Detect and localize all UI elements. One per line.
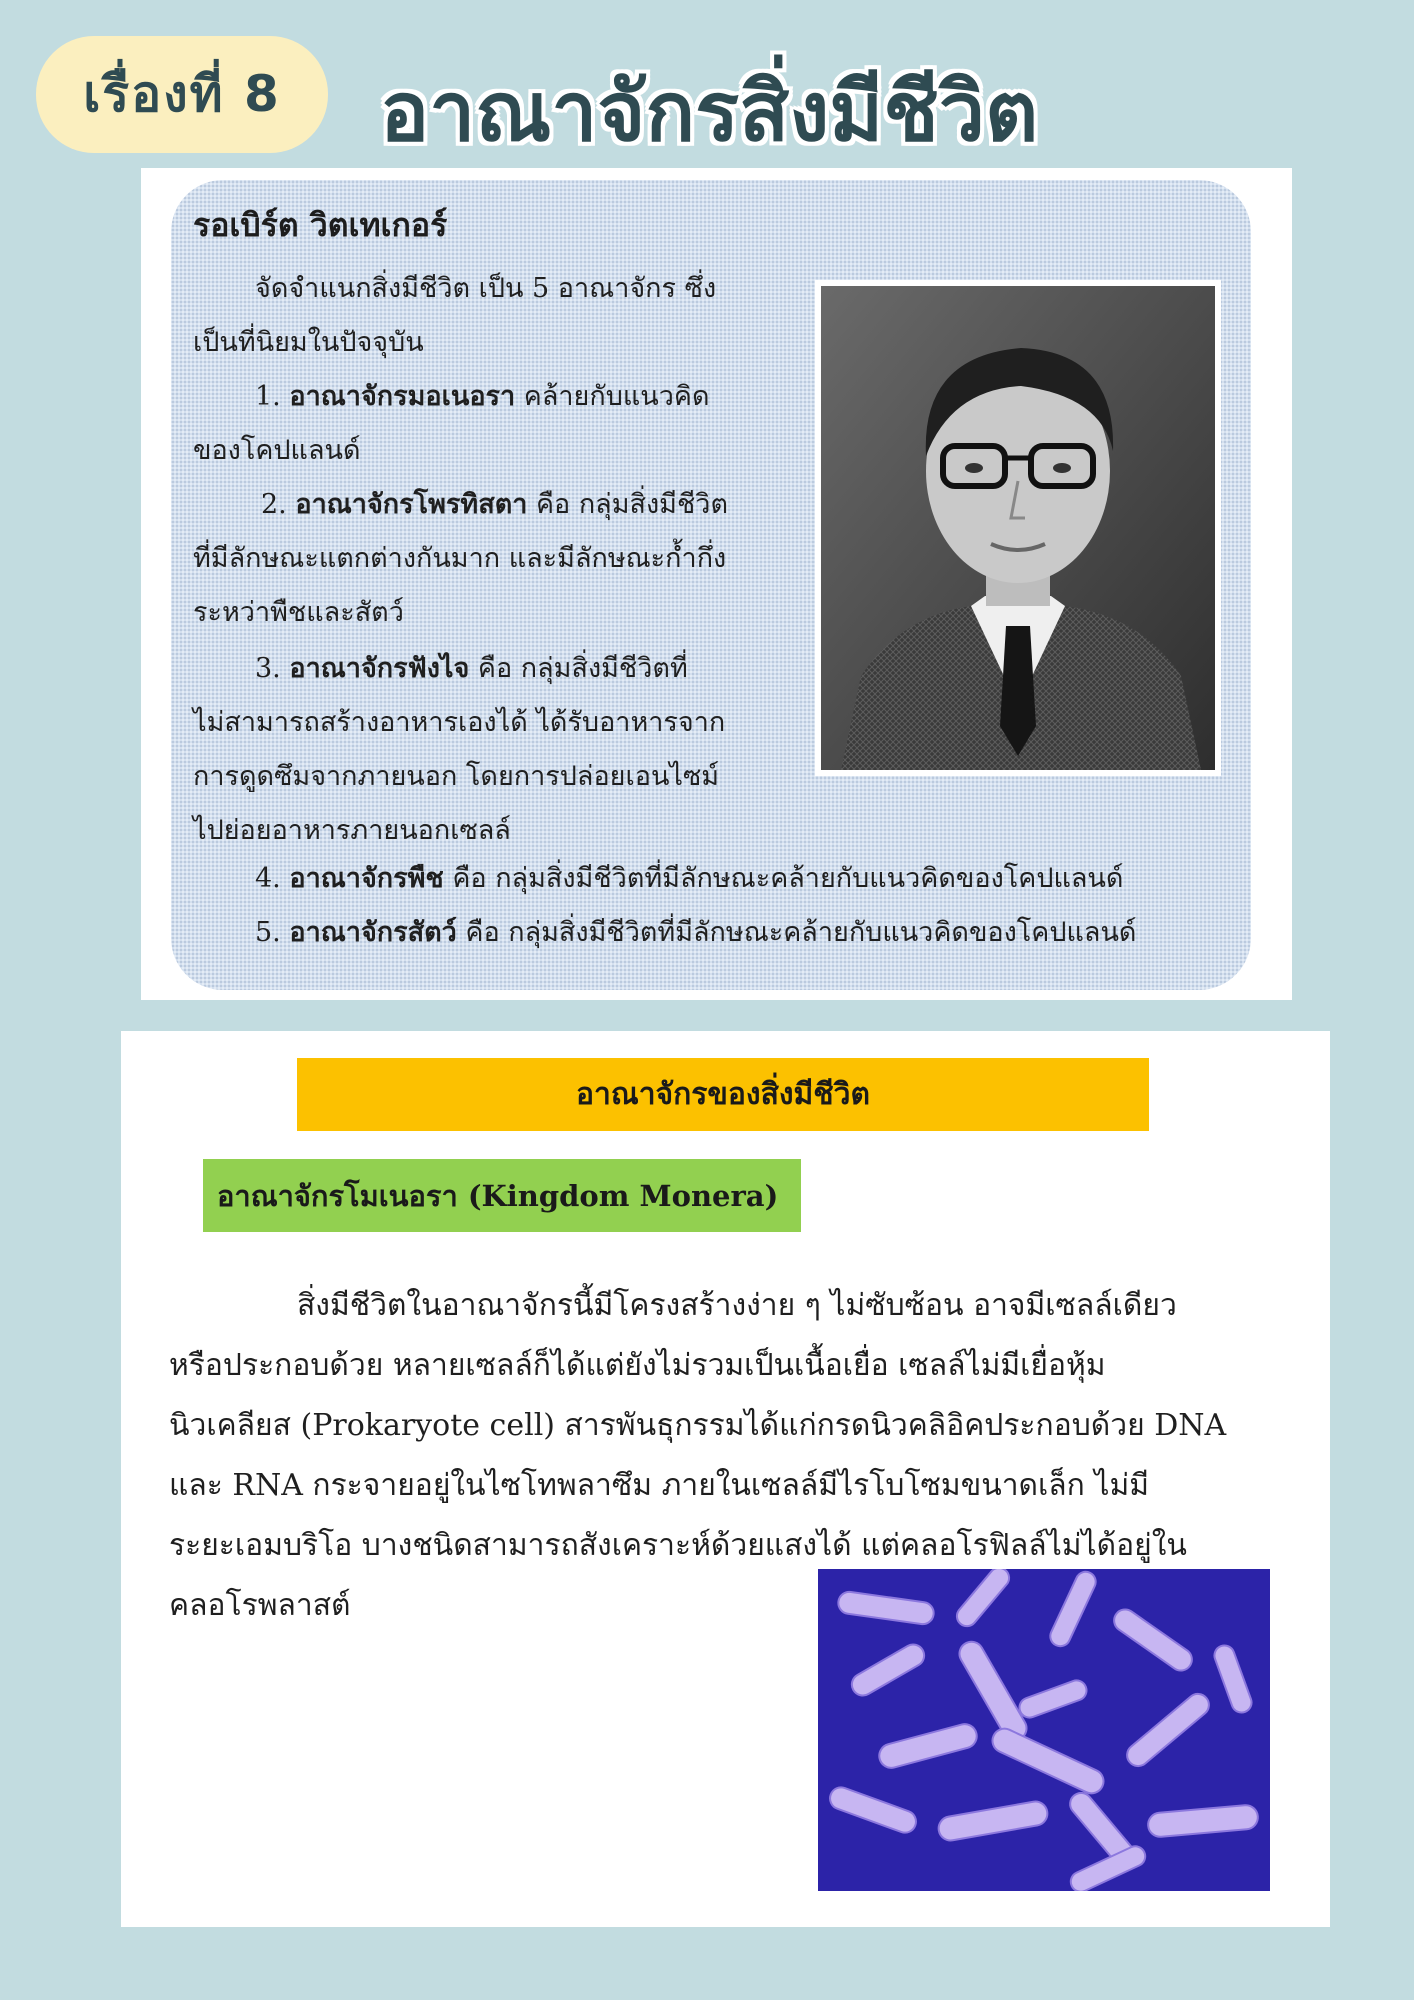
- intro-line: เป็นที่นิยมในปัจจุบัน: [193, 327, 424, 358]
- bacteria-illustration: [818, 1569, 1270, 1891]
- item-text: คือ กลุ่มสิ่งมีชีวิตที่มีลักษณะคล้ายกับแนวคิดของโคปแลนด์: [456, 917, 1137, 948]
- kingdom-item-2: [261, 478, 728, 532]
- whittaker-card: [171, 180, 1251, 990]
- kingdom-item-5: [255, 906, 1136, 960]
- kingdoms-panel: [121, 1031, 1330, 1927]
- item-number: 1.: [255, 381, 281, 412]
- item-text: คือ กลุ่มสิ่งมีชีวิต: [527, 489, 729, 520]
- item-number: 5.: [255, 917, 281, 948]
- item-text: คล้ายกับแนวคิด: [515, 381, 710, 412]
- kingdom-item-4: [255, 852, 1123, 906]
- item-name: อาณาจักรโพรทิสตา: [295, 489, 528, 520]
- whittaker-panel: [141, 168, 1292, 1000]
- item-text: การดูดซึมจากภายนอก โดยการปล่อยเอนไซม์: [193, 761, 720, 792]
- item-number: 2.: [261, 489, 287, 520]
- monera-line: สิ่งมีชีวิตในอาณาจักรนี้มีโครงสร้างง่าย ๆ ไม่ซับซ้อน อาจมีเซลล์เดียว: [297, 1288, 1177, 1323]
- portrait-illustration: [821, 286, 1215, 770]
- monera-line: และ RNA กระจายอยู่ในไซโทพลาซึม ภายในเซลล์มีไรโบโซมขนาดเล็ก ไม่มี: [169, 1468, 1150, 1503]
- monera-line: คลอโรพลาสต์: [169, 1588, 351, 1623]
- kingdoms-header: อาณาจักรของสิ่งมีชีวิต: [297, 1058, 1149, 1131]
- item-name: อาณาจักรฟังไจ: [289, 653, 470, 684]
- whittaker-portrait: [815, 280, 1221, 776]
- page-title: อาณาจักรสิ่งมีชีวิต: [380, 65, 1039, 160]
- item-text: คือ กลุ่มสิ่งมีชีวิตที่มีลักษณะคล้ายกับแนวคิดของโคปแลนด์: [443, 863, 1124, 894]
- bacteria-micrograph: [818, 1569, 1270, 1891]
- item-text: ของโคปแลนด์: [193, 435, 361, 466]
- item-text: ระหว่าพืชและสัตว์: [193, 597, 404, 628]
- item-name: อาณาจักรพืช: [289, 863, 444, 894]
- monera-line: นิวเคลียส (Prokaryote cell) สารพันธุกรรมได้แก่กรดนิวคลิอิคประกอบด้วย DNA: [169, 1408, 1227, 1443]
- intro-line: จัดจำแนกสิ่งมีชีวิต เป็น 5 อาณาจักร ซึ่ง: [255, 273, 717, 304]
- item-text: ที่มีลักษณะแตกต่างกันมาก และมีลักษณะก้ำกึ่ง: [193, 543, 727, 574]
- item-text: ไม่สามารถสร้างอาหารเองได้ ได้รับอาหารจาก: [193, 707, 726, 738]
- topic-badge: เรื่องที่ 8: [36, 36, 328, 153]
- item-text: คือ กลุ่มสิ่งมีชีวิตที่: [469, 653, 688, 684]
- item-text: ไปย่อยอาหารภายนอกเซลล์: [193, 815, 511, 846]
- monera-header: อาณาจักรโมเนอรา (Kingdom Monera): [203, 1159, 801, 1232]
- item-number: 4.: [255, 863, 281, 894]
- monera-line: ระยะเอมบริโอ บางชนิดสามารถสังเคราะห์ด้วยแสงได้ แต่คลอโรฟิลล์ไม่ได้อยู่ใน: [169, 1528, 1187, 1563]
- item-name: อาณาจักรมอเนอรา: [289, 381, 516, 412]
- item-number: 3.: [255, 653, 281, 684]
- kingdom-item-1: [255, 370, 709, 424]
- item-name: อาณาจักรสัตว์: [289, 917, 457, 948]
- kingdom-item-3: [255, 642, 688, 696]
- monera-line: หรือประกอบด้วย หลายเซลล์ก็ได้แต่ยังไม่รวมเป็นเนื้อเยื่อ เซลล์ไม่มีเยื่อหุ้ม: [169, 1348, 1106, 1383]
- scientist-name: รอเบิร์ต วิตเทเกอร์: [193, 206, 448, 244]
